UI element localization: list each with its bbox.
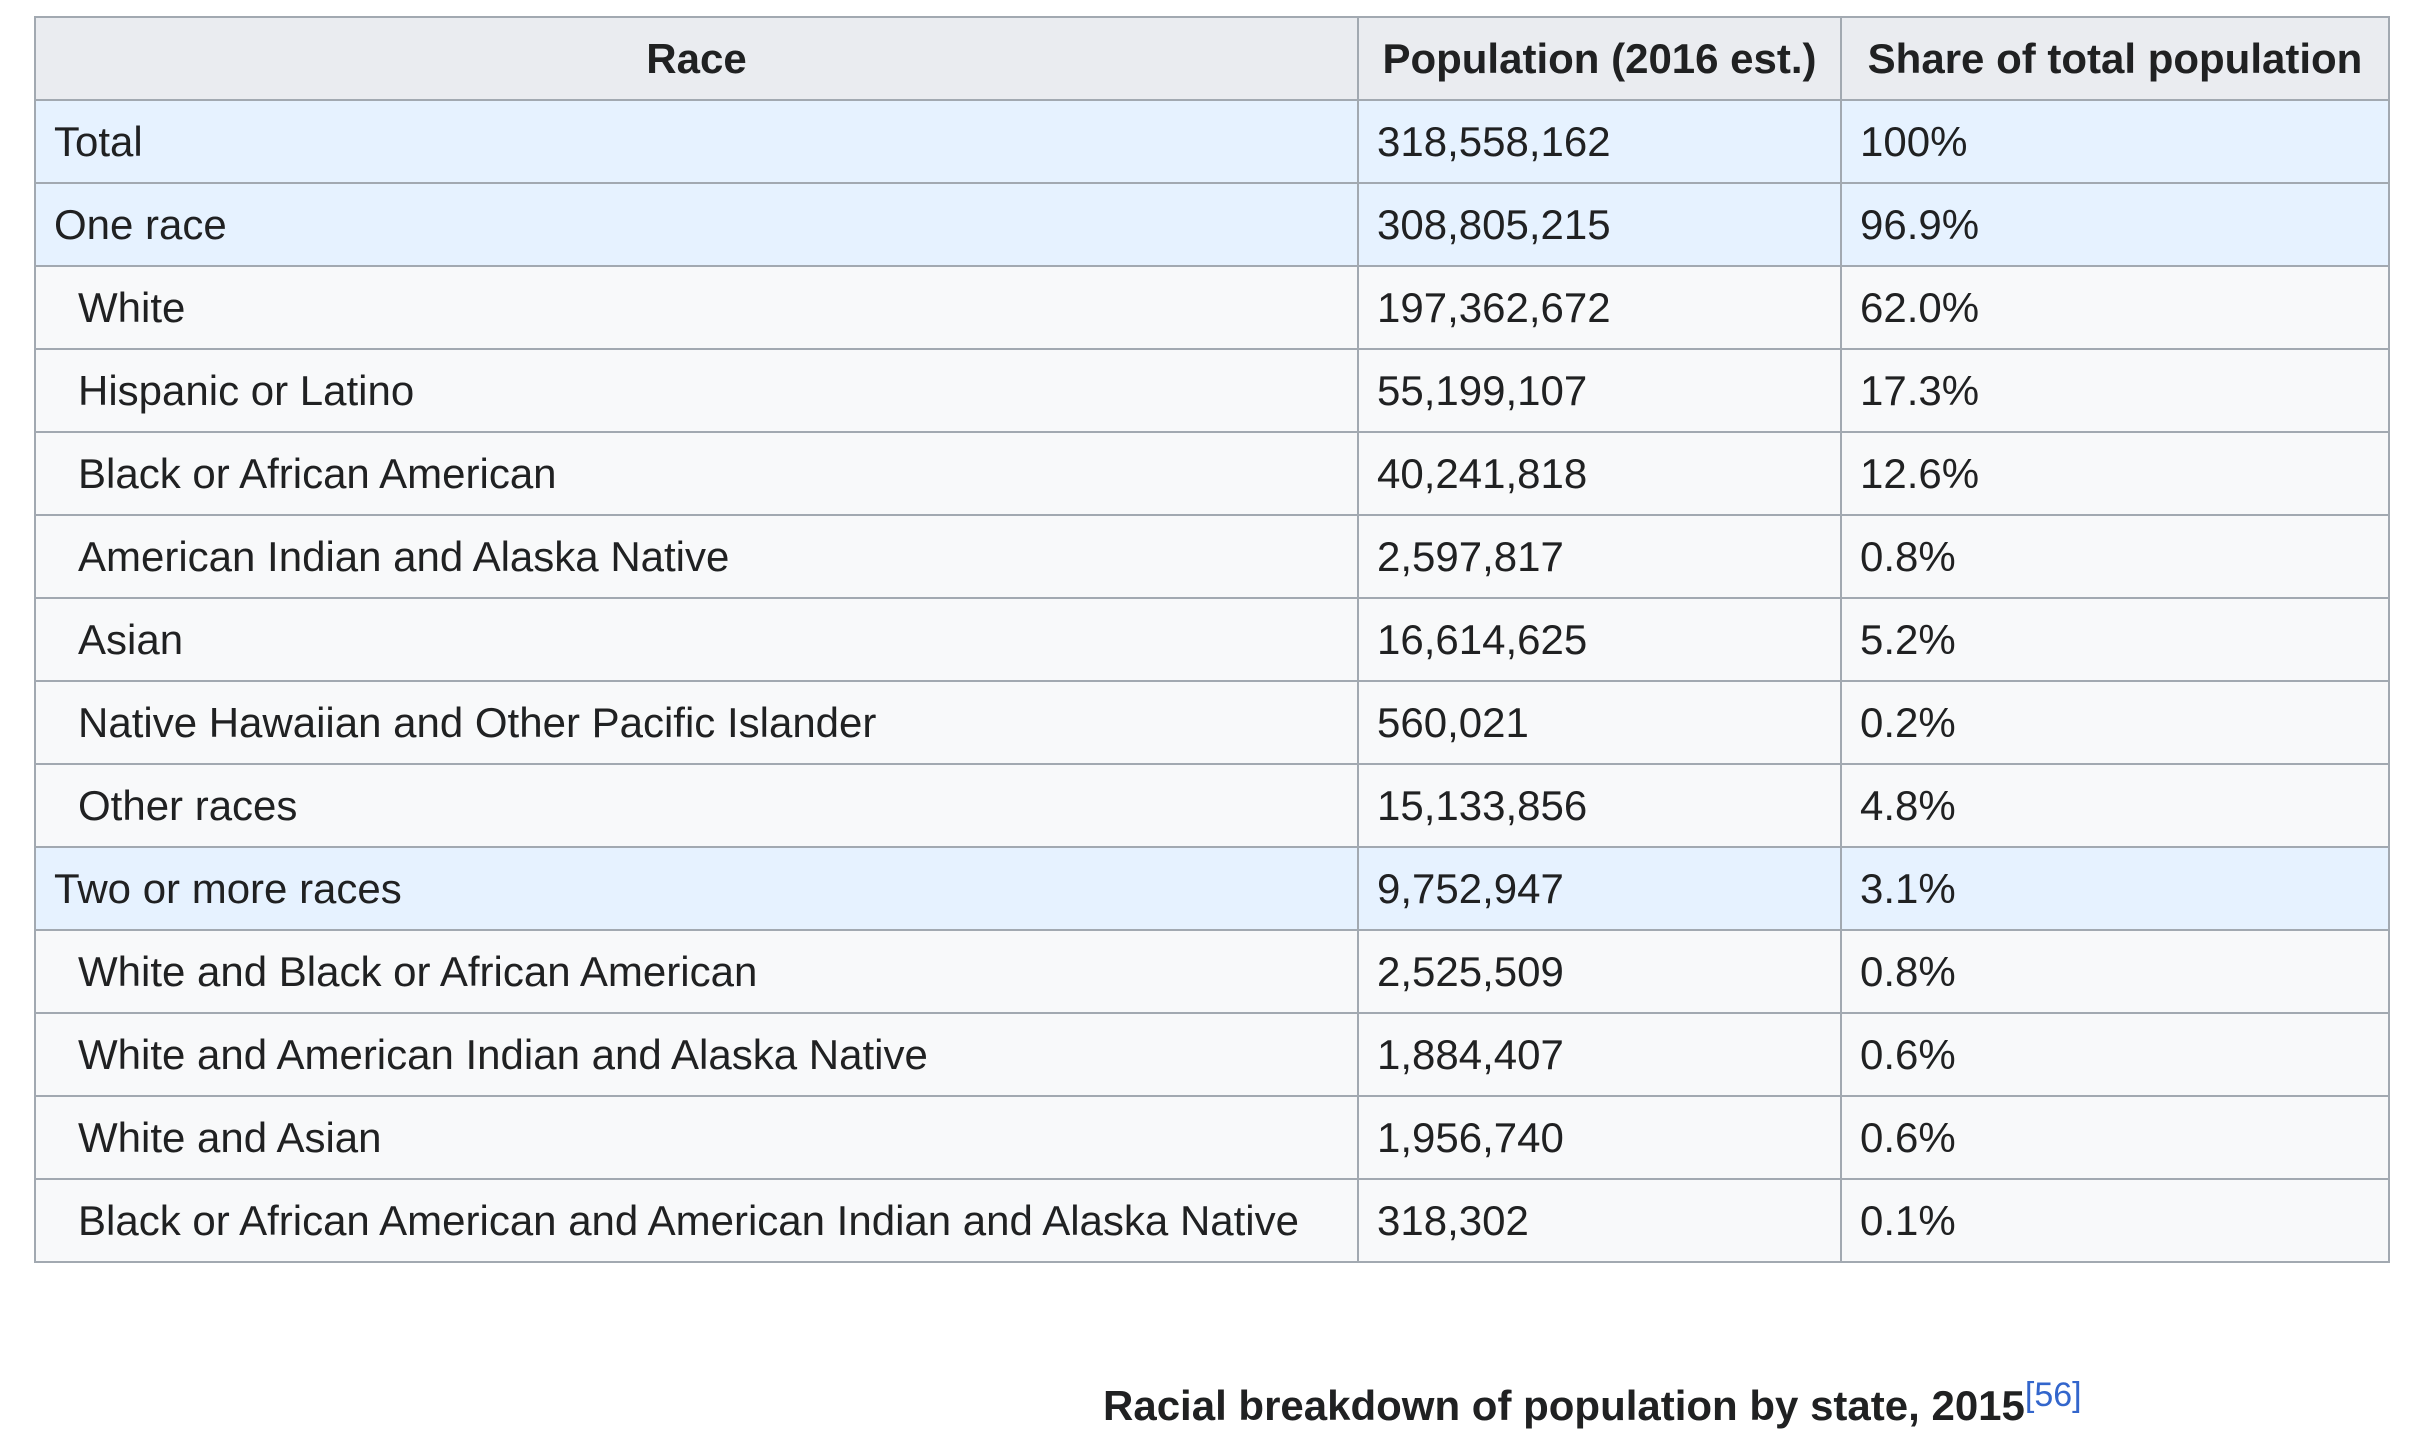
cell-race: American Indian and Alaska Native bbox=[35, 515, 1358, 598]
cell-share: 5.2% bbox=[1841, 598, 2389, 681]
cell-race: Total bbox=[35, 100, 1358, 183]
cell-share: 17.3% bbox=[1841, 349, 2389, 432]
cell-share: 0.8% bbox=[1841, 930, 2389, 1013]
cell-race: Black or African American and American Indian and Alaska Native bbox=[35, 1179, 1358, 1262]
cell-share: 4.8% bbox=[1841, 764, 2389, 847]
table-row bbox=[35, 432, 2389, 515]
cell-race: Hispanic or Latino bbox=[35, 349, 1358, 432]
cell-share: 0.6% bbox=[1841, 1013, 2389, 1096]
header-population[interactable]: Population (2016 est.) bbox=[1358, 17, 1841, 100]
cell-population: 40,241,818 bbox=[1358, 432, 1841, 515]
cell-share: 12.6% bbox=[1841, 432, 2389, 515]
cell-population: 15,133,856 bbox=[1358, 764, 1841, 847]
cell-race: Native Hawaiian and Other Pacific Islander bbox=[35, 681, 1358, 764]
cell-race: Other races bbox=[35, 764, 1358, 847]
cell-population: 560,021 bbox=[1358, 681, 1841, 764]
table-caption bbox=[1103, 1376, 2082, 1430]
table-row bbox=[35, 349, 2389, 432]
table-row bbox=[35, 1096, 2389, 1179]
cell-race: Asian bbox=[35, 598, 1358, 681]
table-row bbox=[35, 930, 2389, 1013]
header-share[interactable]: Share of total population bbox=[1841, 17, 2389, 100]
cell-share: 0.2% bbox=[1841, 681, 2389, 764]
cell-population: 2,597,817 bbox=[1358, 515, 1841, 598]
cell-share: 96.9% bbox=[1841, 183, 2389, 266]
cell-population: 55,199,107 bbox=[1358, 349, 1841, 432]
cell-race: White bbox=[35, 266, 1358, 349]
table-body bbox=[35, 100, 2389, 1262]
table-row bbox=[35, 100, 2389, 183]
cell-race: White and American Indian and Alaska Native bbox=[35, 1013, 1358, 1096]
table-row bbox=[35, 847, 2389, 930]
header-race[interactable]: Race bbox=[35, 17, 1358, 100]
cell-race: One race bbox=[35, 183, 1358, 266]
cell-share: 62.0% bbox=[1841, 266, 2389, 349]
cell-population: 1,884,407 bbox=[1358, 1013, 1841, 1096]
cell-race: Black or African American bbox=[35, 432, 1358, 515]
table-row bbox=[35, 764, 2389, 847]
cell-population: 318,558,162 bbox=[1358, 100, 1841, 183]
table-row bbox=[35, 183, 2389, 266]
cell-population: 16,614,625 bbox=[1358, 598, 1841, 681]
cell-share: 0.6% bbox=[1841, 1096, 2389, 1179]
cell-race: White and Black or African American bbox=[35, 930, 1358, 1013]
cell-population: 318,302 bbox=[1358, 1179, 1841, 1262]
caption-reference-link[interactable]: [56] bbox=[2024, 1376, 2082, 1414]
table-row bbox=[35, 598, 2389, 681]
cell-share: 0.1% bbox=[1841, 1179, 2389, 1262]
table-row bbox=[35, 681, 2389, 764]
cell-share: 100% bbox=[1841, 100, 2389, 183]
table-row bbox=[35, 1179, 2389, 1262]
cell-share: 3.1% bbox=[1841, 847, 2389, 930]
cell-population: 2,525,509 bbox=[1358, 930, 1841, 1013]
table-row bbox=[35, 266, 2389, 349]
table-header-row bbox=[35, 17, 2389, 100]
cell-population: 308,805,215 bbox=[1358, 183, 1841, 266]
cell-race: White and Asian bbox=[35, 1096, 1358, 1179]
table-row bbox=[35, 1013, 2389, 1096]
caption-text: Racial breakdown of population by state, 2015 bbox=[1103, 1382, 2025, 1429]
table-row bbox=[35, 515, 2389, 598]
cell-population: 9,752,947 bbox=[1358, 847, 1841, 930]
cell-race: Two or more races bbox=[35, 847, 1358, 930]
cell-population: 1,956,740 bbox=[1358, 1096, 1841, 1179]
cell-share: 0.8% bbox=[1841, 515, 2389, 598]
cell-population: 197,362,672 bbox=[1358, 266, 1841, 349]
race-population-table bbox=[34, 16, 2390, 1263]
